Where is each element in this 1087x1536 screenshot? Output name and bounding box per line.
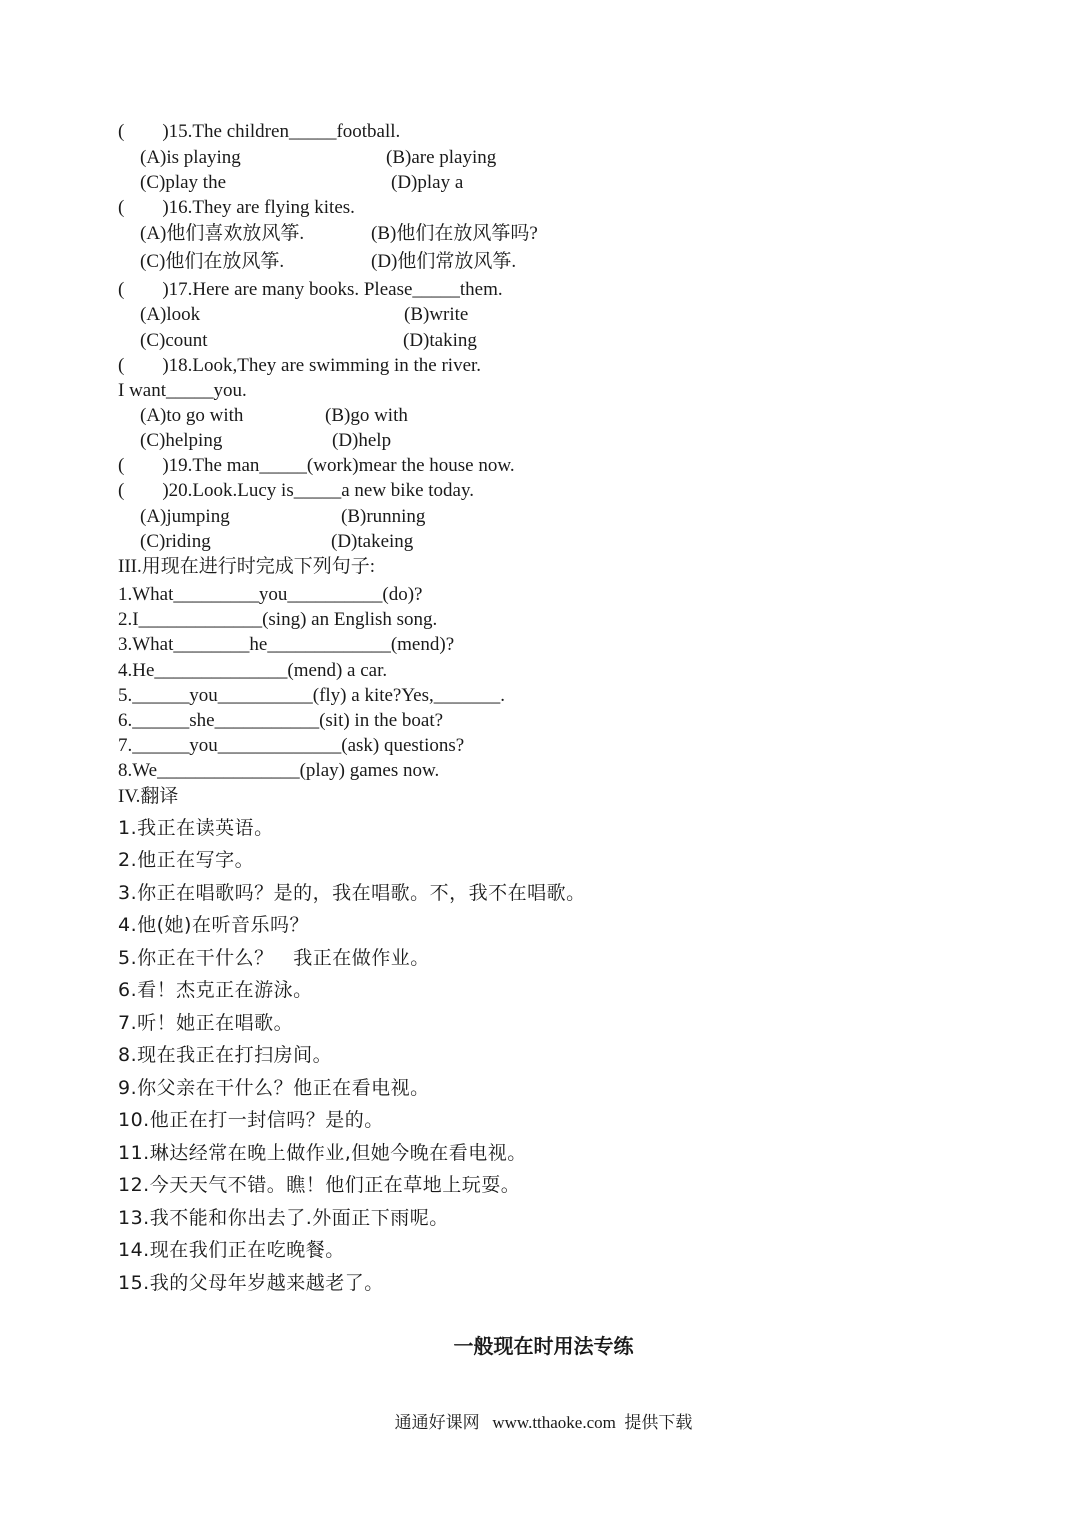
section-4-item: 15.我的父母年岁越来越老了。 — [118, 1272, 384, 1294]
section-3-heading: III.用现在进行时完成下列句子: — [118, 556, 376, 577]
section-4-item: 2.他正在写字。 — [118, 849, 255, 871]
section-3-item: 8.We_______________(play) games now. — [118, 760, 440, 781]
section-4-item: 12.今天天气不错。瞧！他们正在草地上玩耍。 — [118, 1174, 521, 1196]
section-4-item: 1.我正在读英语。 — [118, 817, 274, 839]
section-3-item: 2.I_____________(sing) an English song. — [118, 609, 438, 630]
question-15-stem: ( )15.The children_____football. — [118, 121, 401, 142]
question-18-option-d: (D)help — [332, 430, 392, 451]
question-15-option-c: (C)play the — [140, 172, 227, 193]
page-footer: 通通好课网 www.tthaoke.com 提供下载 — [394, 1413, 693, 1432]
section-3-item: 7.______you_____________(ask) questions? — [118, 735, 465, 756]
question-20-option-a: (A)jumping — [140, 506, 230, 527]
question-17-stem: ( )17.Here are many books. Please_____them. — [118, 279, 503, 300]
question-18-option-a: (A)to go with — [140, 405, 244, 426]
section-3-item: 1.What_________you__________(do)? — [118, 584, 423, 605]
question-20-option-b: (B)running — [341, 506, 426, 527]
section-3-item: 4.He______________(mend) a car. — [118, 660, 388, 681]
question-16-option-d: (D)他们常放风筝. — [371, 251, 517, 272]
question-17-option-b: (B)write — [404, 304, 469, 325]
question-18-option-c: (C)helping — [140, 430, 223, 451]
section-4-item: 10.他正在打一封信吗？是的。 — [118, 1109, 384, 1131]
section-4-item: 9.你父亲在干什么？他正在看电视。 — [118, 1077, 430, 1099]
question-20-stem: ( )20.Look.Lucy is_____a new bike today. — [118, 480, 474, 501]
section-4-item: 4.他(她)在听音乐吗？ — [118, 914, 309, 936]
question-18-stem: ( )18.Look,They are swimming in the river. — [118, 355, 482, 376]
question-18-option-b: (B)go with — [325, 405, 408, 426]
question-15-option-a: (A)is playing — [140, 147, 241, 168]
section-4-heading: IV.翻译 — [118, 786, 179, 807]
section-4-item: 11.琳达经常在晚上做作业,但她今晚在看电视。 — [118, 1142, 527, 1164]
question-16-stem: ( )16.They are flying kites. — [118, 197, 355, 218]
question-17-option-d: (D)taking — [403, 330, 477, 351]
question-17-option-a: (A)look — [140, 304, 201, 325]
question-16-option-b: (B)他们在放风筝吗? — [371, 223, 538, 244]
section-4-item: 7.听！她正在唱歌。 — [118, 1012, 294, 1034]
section-3-item: 3.What________he_____________(mend)? — [118, 634, 455, 655]
section-4-item: 13.我不能和你出去了.外面正下雨呢。 — [118, 1207, 449, 1229]
section-4-item: 6.看！杰克正在游泳。 — [118, 979, 313, 1001]
section-4-item: 14.现在我们正在吃晚餐。 — [118, 1239, 345, 1261]
question-15-option-d: (D)play a — [391, 172, 464, 193]
question-16-option-c: (C)他们在放风筝. — [140, 251, 285, 272]
next-section-title: 一般现在时用法专练 — [453, 1334, 634, 1358]
section-3-item: 5.______you__________(fly) a kite?Yes,_______. — [118, 685, 506, 706]
question-20-option-c: (C)riding — [140, 531, 211, 552]
question-17-option-c: (C)count — [140, 330, 208, 351]
question-16-option-a: (A)他们喜欢放风筝. — [140, 223, 305, 244]
question-18-stem-continued: I want_____you. — [118, 380, 247, 401]
question-20-option-d: (D)takeing — [331, 531, 414, 552]
question-15-option-b: (B)are playing — [386, 147, 497, 168]
section-4-item: 5.你正在干什么？ 我正在做作业。 — [118, 947, 430, 969]
question-19-stem: ( )19.The man_____(work)mear the house now. — [118, 455, 515, 476]
section-3-item: 6.______she___________(sit) in the boat? — [118, 710, 444, 731]
section-4-item: 8.现在我正在打扫房间。 — [118, 1044, 333, 1066]
section-4-item: 3.你正在唱歌吗？是的，我在唱歌。不，我不在唱歌。 — [118, 882, 586, 904]
